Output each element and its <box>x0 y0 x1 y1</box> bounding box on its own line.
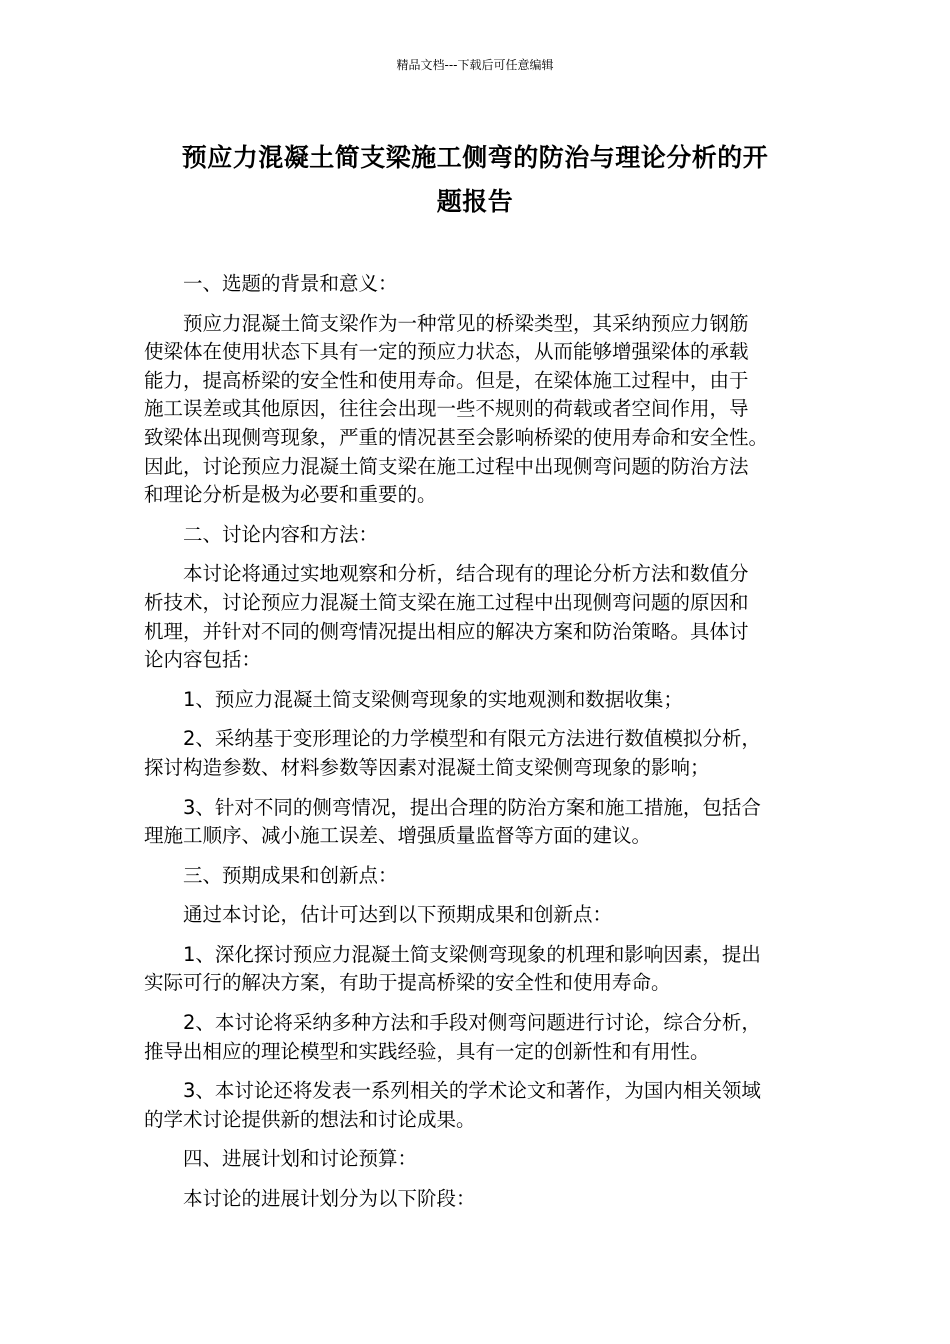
paragraph-line: 理施工顺序、减小施工误差、增强质量监督等方面的建议。 <box>144 824 652 848</box>
paragraph-line: 探讨构造参数、材料参数等因素对混凝土简支梁侧弯现象的影响； <box>144 755 710 779</box>
paragraph-line: 通过本讨论，估计可达到以下预期成果和创新点： <box>183 903 613 927</box>
paragraph-line: 本讨论将通过实地观察和分析，结合现有的理论分析方法和数值分 <box>183 562 749 586</box>
paragraph-line: 二、讨论内容和方法： <box>183 522 379 546</box>
paragraph <box>144 1009 806 1066</box>
paragraph-line: 3、本讨论还将发表一系列相关的学术论文和著作，为国内相关领域 <box>183 1079 761 1103</box>
paragraph-line: 2、采纳基于变形理论的力学模型和有限元方法进行数值模拟分析， <box>183 727 761 751</box>
paragraph-line: 本讨论的进展计划分为以下阶段： <box>183 1187 476 1211</box>
document-body <box>144 270 806 1225</box>
paragraph <box>144 270 806 299</box>
paragraph-line: 因此，讨论预应力混凝土简支梁在施工过程中出现侧弯问题的防治方法 <box>144 454 749 478</box>
paragraph <box>144 901 806 930</box>
paragraph-line: 能力，提高桥梁的安全性和使用寿命。但是，在梁体施工过程中，由于 <box>144 368 749 392</box>
paragraph-line: 1、深化探讨预应力混凝土简支梁侧弯现象的机理和影响因素，提出 <box>183 942 761 966</box>
paragraph-line: 机理，并针对不同的侧弯情况提出相应的解决方案和防治策略。具体讨 <box>144 619 749 643</box>
paragraph-line: 3、针对不同的侧弯情况，提出合理的防治方案和施工措施，包括合 <box>183 795 761 819</box>
paragraph-line: 实际可行的解决方案，有助于提高桥梁的安全性和使用寿命。 <box>144 971 671 995</box>
title-line-2: 题报告 <box>436 187 514 216</box>
paragraph-line: 和理论分析是极为必要和重要的。 <box>144 483 437 507</box>
paragraph <box>144 686 806 715</box>
paragraph <box>144 794 806 851</box>
paragraph <box>144 560 806 674</box>
page-header: 精品文档---下载后可任意编辑 <box>396 58 554 72</box>
paragraph <box>144 310 806 510</box>
paragraph <box>144 725 806 782</box>
paragraph-line: 的学术讨论提供新的想法和讨论成果。 <box>144 1107 476 1131</box>
title-line-1: 预应力混凝土简支梁施工侧弯的防治与理论分析的开 <box>181 143 769 172</box>
paragraph-line: 论内容包括： <box>144 648 262 672</box>
paragraph-line: 一、选题的背景和意义： <box>183 272 398 295</box>
paragraph-line: 析技术，讨论预应力混凝土简支梁在施工过程中出现侧弯问题的原因和 <box>144 590 749 614</box>
paragraph-line: 三、预期成果和创新点： <box>183 863 398 887</box>
paragraph <box>144 1077 806 1134</box>
paragraph <box>144 521 806 550</box>
paragraph-line: 2、本讨论将采纳多种方法和手段对侧弯问题进行讨论，综合分析， <box>183 1011 761 1035</box>
document-title <box>144 136 806 224</box>
paragraph-line: 四、进展计划和讨论预算： <box>183 1147 418 1171</box>
paragraph-line: 预应力混凝土简支梁作为一种常见的桥梁类型，其采纳预应力钢筋 <box>183 311 749 335</box>
paragraph-line: 施工误差或其他原因，往往会出现一些不规则的荷载或者空间作用，导 <box>144 397 749 421</box>
paragraph <box>144 862 806 891</box>
paragraph <box>144 941 806 998</box>
paragraph <box>144 1145 806 1174</box>
paragraph-line: 致梁体出现侧弯现象，严重的情况甚至会影响桥梁的使用寿命和安全性。 <box>144 425 769 449</box>
paragraph <box>144 1185 806 1214</box>
paragraph-line: 使梁体在使用状态下具有一定的预应力状态，从而能够增强梁体的承载 <box>144 340 749 364</box>
paragraph-line: 1、预应力混凝土简支梁侧弯现象的实地观测和数据收集； <box>183 687 683 711</box>
paragraph-line: 推导出相应的理论模型和实践经验，具有一定的创新性和有用性。 <box>144 1039 710 1063</box>
